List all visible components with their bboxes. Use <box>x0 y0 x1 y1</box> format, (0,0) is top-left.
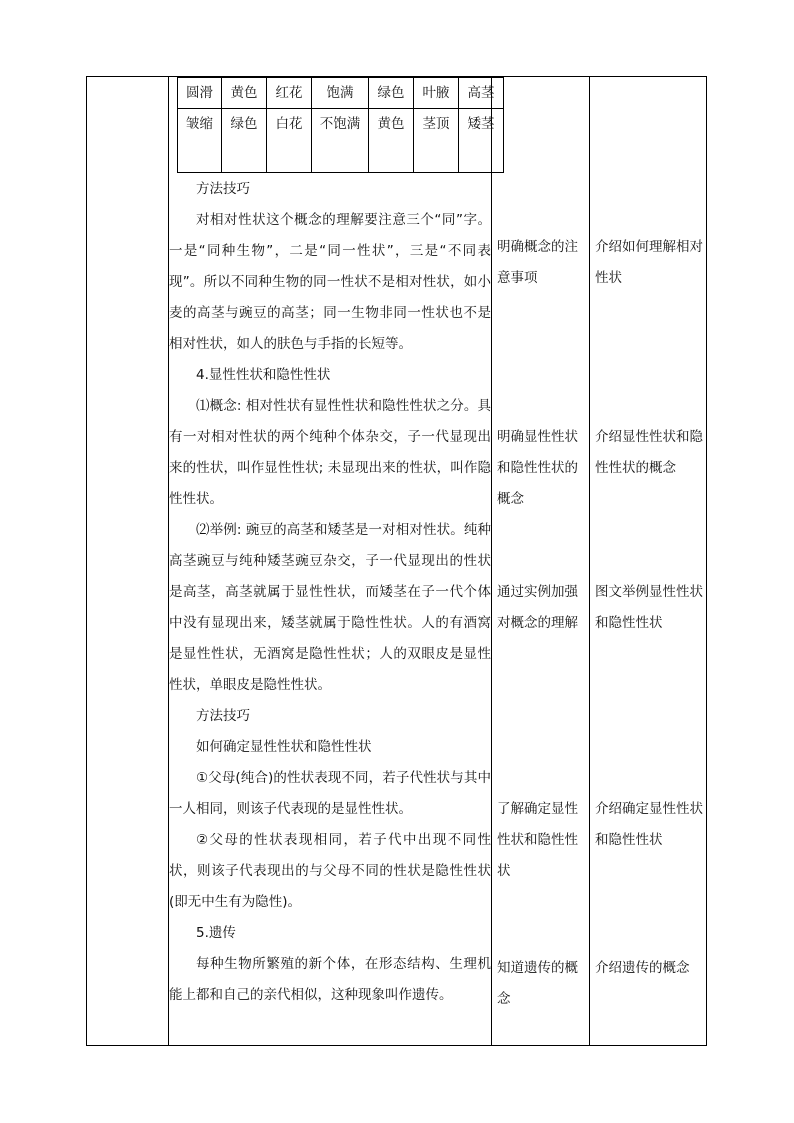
table-cell: 矮茎 <box>459 109 504 173</box>
paragraph: ⑵举例: 豌豆的高茎和矮茎是一对相对性状。纯种高茎豌豆与纯种矮茎豌豆杂交，子一代显现出的性状是高茎，高茎就属于显性性状，而矮茎在子一代个体中没有显现出来，矮茎就属于隐性性状。人的有酒窝是显性性状，无酒窝是隐性性状；人的双眼皮是显性性状，单眼皮是隐性性状。 <box>169 522 491 693</box>
table-cell: 黄色 <box>222 78 267 109</box>
main-content <box>169 174 491 1011</box>
table-cell: 圆滑 <box>178 78 222 109</box>
purpose-note: 了解确定显性性状和隐性性状 <box>497 801 578 879</box>
activity-note: 介绍如何理解相对性状 <box>595 239 703 286</box>
paragraph: ②父母的性状表现相同，若子代中出现不同性状，则该子代表现出的与父母不同的性状是隐性性状(即无中生有为隐性)。 <box>169 832 491 910</box>
activity-note: 介绍显性性状和隐性性状的概念 <box>595 429 703 476</box>
section-heading: 4.显性性状和隐性性状 <box>196 367 331 383</box>
purpose-note: 知道遗传的概念 <box>497 960 578 1007</box>
table-row <box>178 78 504 109</box>
method-heading: 方法技巧 <box>196 708 250 724</box>
activity-note: 图文举例显性性状和隐性性状 <box>595 584 703 631</box>
activity-note: 介绍遗传的概念 <box>595 960 690 976</box>
table-cell: 皱缩 <box>178 109 222 173</box>
table-row <box>178 109 504 173</box>
table-cell: 白花 <box>267 109 312 173</box>
table-cell: 饱满 <box>312 78 369 109</box>
table-cell: 黄色 <box>369 109 414 173</box>
paragraph: ①父母(纯合)的性状表现不同，若子代性状与其中一人相同，则该子代表现的是显性性状。 <box>169 770 491 817</box>
relative-traits-table <box>177 77 504 173</box>
sub-heading: 如何确定显性性状和隐性性状 <box>196 739 372 755</box>
table-cell: 绿色 <box>369 78 414 109</box>
paragraph: 对相对性状这个概念的理解要注意三个“同”字。一是“同种生物”，二是“同一性状”，三是“不同表现”。所以不同种生物的同一性状不是相对性状，如小麦的高茎与豌豆的高茎；同一生物非同一性状也不是相对性状，如人的肤色与手指的长短等。 <box>169 212 491 352</box>
table-cell: 叶腋 <box>414 78 459 109</box>
column-divider <box>589 77 590 1045</box>
column-divider <box>491 77 492 1045</box>
table-cell: 不饱满 <box>312 109 369 173</box>
paragraph: 每种生物所繁殖的新个体，在形态结构、生理机能上都和自己的亲代相似，这种现象叫作遗传。 <box>169 956 491 1003</box>
paragraph: ⑴概念: 相对性状有显性性状和隐性性状之分。具有一对相对性状的两个纯种个体杂交，子一代显现出来的性状，叫作显性性状; 未显现出来的性状，叫作隐性性状。 <box>169 398 491 507</box>
table-cell: 红花 <box>267 78 312 109</box>
lesson-table <box>86 76 707 1046</box>
activity-note: 介绍确定显性性状和隐性性状 <box>595 801 703 848</box>
purpose-note: 通过实例加强对概念的理解 <box>497 584 578 631</box>
purpose-note: 明确概念的注意事项 <box>497 239 578 286</box>
table-cell: 绿色 <box>222 109 267 173</box>
purpose-note: 明确显性性状和隐性性状的概念 <box>497 429 578 507</box>
table-cell: 高茎 <box>459 78 504 109</box>
table-cell: 茎顶 <box>414 109 459 173</box>
section-heading: 5.遗传 <box>196 925 236 941</box>
method-heading: 方法技巧 <box>196 181 250 197</box>
